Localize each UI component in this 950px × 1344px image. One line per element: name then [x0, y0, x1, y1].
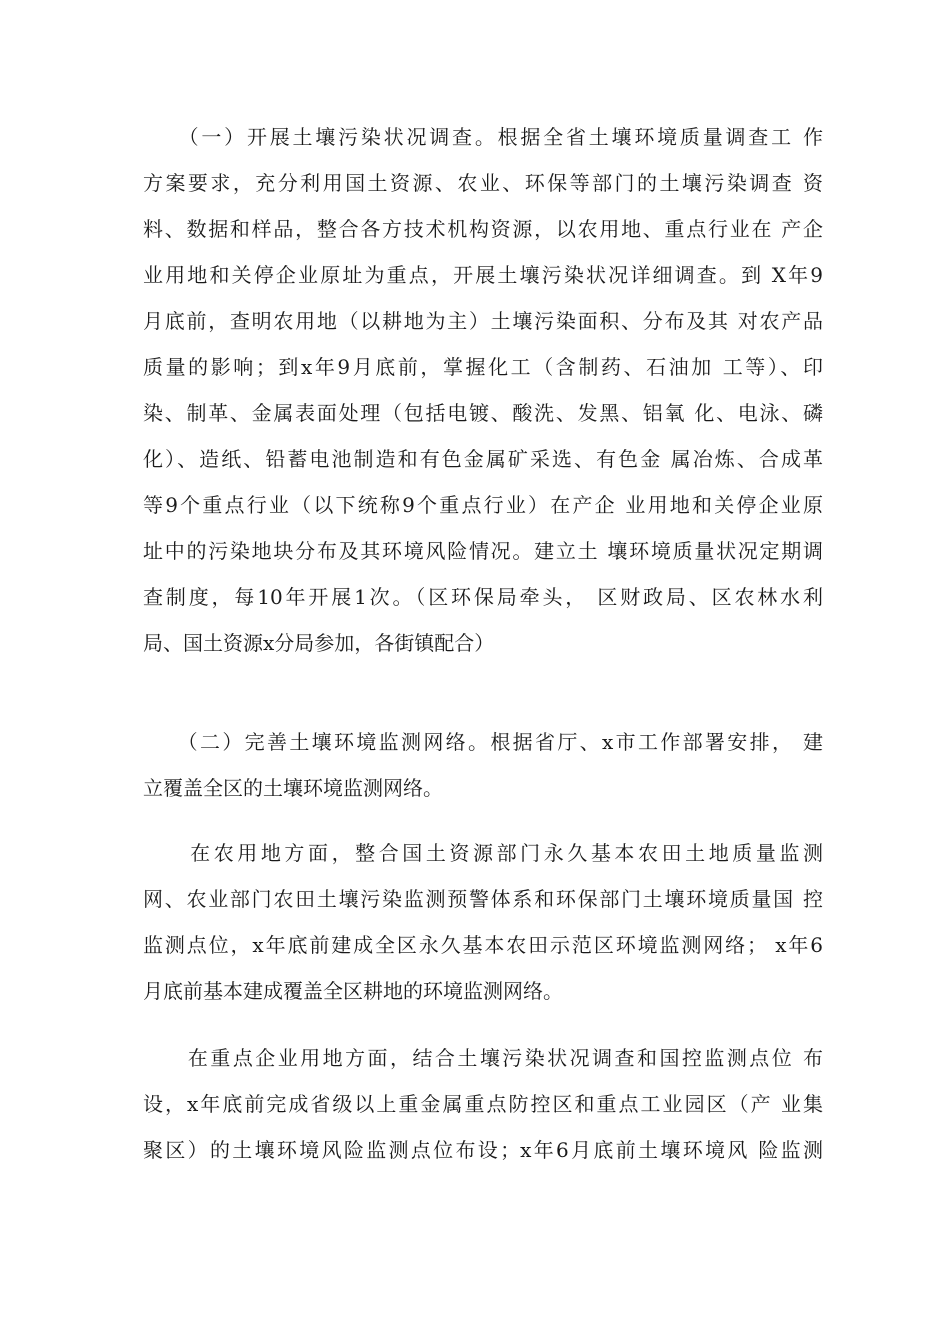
- text-line: 等9个重点行业（以下统称9个重点行业）在产企 业用地和关停企业原: [143, 493, 823, 517]
- text-line: 在农用地方面，整合国土资源部门永久基本农田土地质量监测: [143, 841, 823, 865]
- text-line: 址中的污染地块分布及其环境风险情况。建立土 壤环境质量状况定期调: [143, 539, 823, 563]
- text-line: 局、国土资源x分局参加，各街镇配合）: [143, 631, 495, 655]
- paragraph-monitoring-network: [143, 719, 823, 811]
- text-line: 质量的影响；到x年9月底前，掌握化工（含制药、石油加 工等）、印: [143, 355, 823, 379]
- text-line: 料、数据和样品，整合各方技术机构资源，以农用地、重点行业在 产企: [143, 217, 823, 241]
- text-line: 月底前，查明农用地（以耕地为主）土壤污染面积、分布及其 对农产品: [143, 309, 823, 333]
- text-line: 立覆盖全区的土壤环境监测网络。: [143, 776, 443, 800]
- text-line: 聚区）的土壤环境风险监测点位布设；x年6月底前土壤环境风 险监测: [143, 1138, 823, 1162]
- text-line: 监测点位，x年底前建成全区永久基本农田示范区环境监测网络； x年6: [143, 933, 823, 957]
- text-line: 查制度，每10年开展1次。（区环保局牵头， 区财政局、区农林水利: [143, 585, 823, 609]
- text-line: 染、制革、金属表面处理（包括电镀、酸洗、发黑、铝氧 化、电泳、磷: [143, 401, 823, 425]
- text-line: 化）、造纸、铅蓄电池制造和有色金属矿采选、有色金 属冶炼、合成革: [143, 447, 823, 471]
- text-line: 月底前基本建成覆盖全区耕地的环境监测网络。: [143, 979, 563, 1003]
- text-line: 方案要求，充分利用国土资源、农业、环保等部门的土壤污染调查 资: [143, 171, 823, 195]
- text-line: （二）完善土壤环境监测网络。根据省厅、x市工作部署安排， 建: [143, 730, 823, 754]
- text-line: （一）开展土壤污染状况调查。根据全省土壤环境质量调查工 作: [143, 125, 823, 149]
- text-line: 业用地和关停企业原址为重点，开展土壤污染状况详细调查。到 X年9: [143, 263, 823, 287]
- text-line: 设，x年底前完成省级以上重金属重点防控区和重点工业园区（产 业集: [143, 1092, 823, 1116]
- text-line: 网、农业部门农田土壤污染监测预警体系和环保部门土壤环境质量国 控: [143, 887, 823, 911]
- paragraph-soil-survey: [143, 114, 823, 666]
- text-line: 在重点企业用地方面，结合土壤污染状况调查和国控监测点位 布: [143, 1046, 823, 1070]
- paragraph-enterprise-land: [143, 1035, 823, 1173]
- paragraph-farmland: [143, 830, 823, 1014]
